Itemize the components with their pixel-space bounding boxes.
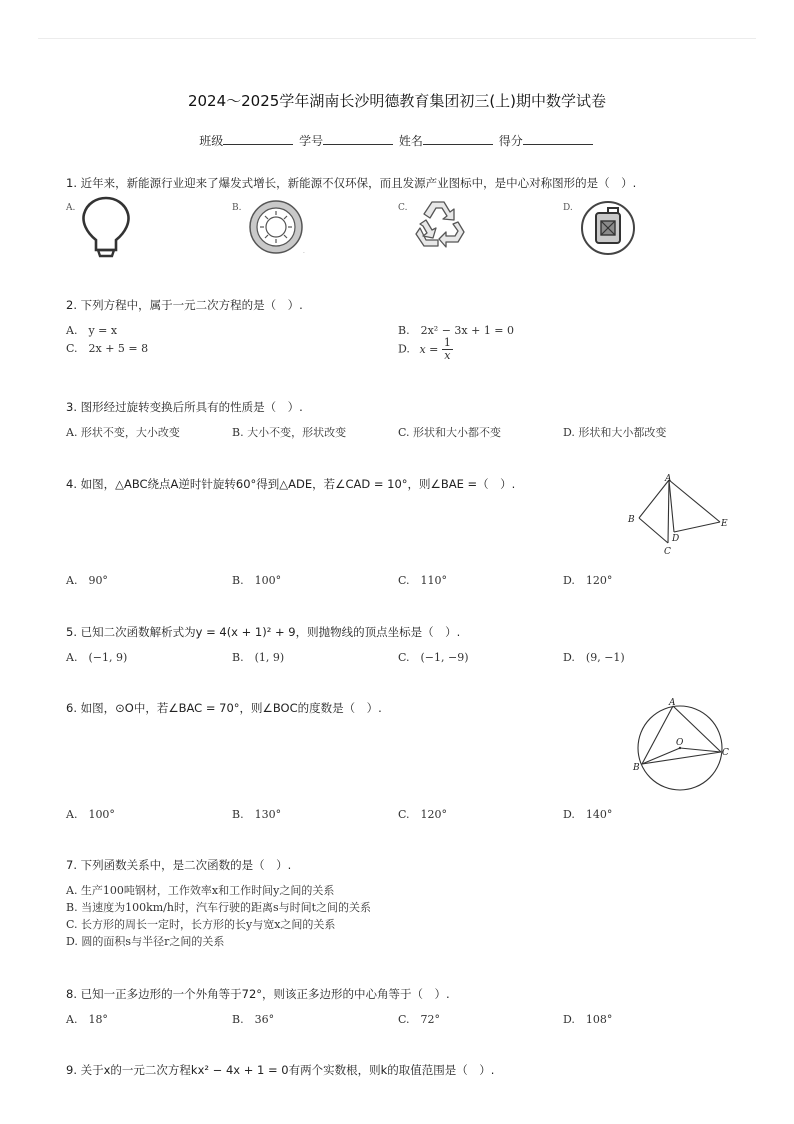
option-d-fraction (442, 337, 453, 362)
light-bulb-icon (80, 196, 132, 260)
id-field[interactable] (323, 132, 393, 145)
vertex-label-c: C (664, 547, 671, 557)
question-6-option-a[interactable]: A. 100° (66, 808, 115, 821)
student-info-row (0, 132, 794, 149)
question-2-option-d[interactable] (398, 337, 453, 362)
question-1-option-d[interactable] (563, 200, 573, 213)
question-3-stem: 3. 图形经过旋转变换后所具有的性质是（ ）. (66, 400, 303, 414)
score-field[interactable] (523, 132, 593, 145)
question-8-option-c[interactable]: C. 72° (398, 1013, 441, 1026)
question-7-option-c[interactable]: C. 长方形的周长一定时，长方形的长y与宽x之间的关系 (66, 918, 336, 931)
class-label: 班级 (199, 134, 224, 148)
question-3-option-b[interactable]: B. 大小不变，形状改变 (232, 426, 347, 439)
point-label-b: B (633, 763, 640, 773)
name-field[interactable] (423, 132, 493, 145)
question-3-option-a[interactable]: A. 形状不变，大小改变 (66, 426, 180, 439)
question-8-option-b[interactable]: B. 36° (232, 1013, 275, 1026)
question-5-option-c[interactable]: C. (−1, −9) (398, 651, 469, 664)
vertex-label-e: E (721, 519, 728, 529)
question-8-stem: 8. 已知一正多边形的一个外角等于72°，则该正多边形的中心角等于（ ）. (66, 987, 450, 1001)
id-label: 学号 (299, 134, 324, 148)
vertex-label-b: B (628, 515, 635, 525)
point-label-o: O (676, 738, 684, 748)
question-5-option-b[interactable]: B. (1, 9) (232, 651, 285, 664)
rotation-triangle-figure (624, 470, 734, 558)
question-6-option-b[interactable]: B. 130° (232, 808, 282, 821)
question-9-stem: 9. 关于x的一元二次方程kx² − 4x + 1 = 0有两个实数根，则k的取值范围是（ ）. (66, 1063, 495, 1077)
question-1-option-a[interactable] (66, 200, 75, 213)
question-7-option-d[interactable]: D. 圆的面积s与半径r之间的关系 (66, 935, 225, 948)
question-4-option-b[interactable]: B. 100° (232, 574, 282, 587)
question-2-option-a[interactable]: A. y = x (66, 324, 118, 337)
fuel-can-icon (580, 200, 638, 256)
question-8-option-d[interactable]: D. 108° (563, 1013, 613, 1026)
question-2-option-c[interactable]: C. 2x + 5 = 8 (66, 342, 149, 355)
fraction-denominator: x (444, 349, 451, 362)
circle-angle-figure (628, 696, 734, 796)
point-label-c: C (722, 748, 729, 758)
point-label-a: A (669, 698, 676, 708)
option-letter: A. (66, 203, 76, 213)
question-2-stem: 2. 下列方程中，属于一元二次方程的是（ ）. (66, 298, 303, 312)
question-5-option-d[interactable]: D. (9, −1) (563, 651, 625, 664)
fraction-numerator: 1 (443, 336, 451, 349)
question-1-stem: 1. 近年来，新能源行业迎来了爆发式增长，新能源不仅环保，而且发源产业图标中，是中心对称图形的是（ ）. (66, 176, 637, 190)
question-7-option-a[interactable]: A. 生产100吨钢材，工作效率x和工作时间y之间的关系 (66, 884, 335, 897)
question-7-stem: 7. 下列函数关系中，是二次函数的是（ ）. (66, 858, 292, 872)
option-letter: D. (398, 342, 410, 356)
question-7-option-b[interactable]: B. 当速度为100km/h时，汽车行驶的距离s与时间t之间的关系 (66, 901, 372, 914)
question-6-option-c[interactable]: C. 120° (398, 808, 448, 821)
question-6-stem: 6. 如图，⊙O中，若∠BAC = 70°，则∠BOC的度数是（ ）. (66, 701, 382, 715)
question-2-option-b[interactable]: B. 2x² − 3x + 1 = 0 (398, 324, 515, 337)
svg-text:-: - (303, 250, 305, 256)
option-d-lhs: x = (419, 342, 439, 356)
question-5-option-a[interactable]: A. (−1, 9) (66, 651, 128, 664)
question-3-option-c[interactable]: C. 形状和大小都不变 (398, 426, 502, 439)
question-6-option-d[interactable]: D. 140° (563, 808, 613, 821)
question-1-option-b[interactable] (232, 200, 241, 213)
question-1-option-c[interactable] (398, 200, 407, 213)
recycle-arrows-icon (414, 198, 468, 250)
question-4-option-c[interactable]: C. 110° (398, 574, 448, 587)
class-field[interactable] (223, 132, 293, 145)
vertex-label-d: D (672, 534, 680, 544)
name-label: 姓名 (398, 134, 423, 148)
option-letter: D. (563, 203, 573, 213)
sun-circle-icon (248, 200, 308, 256)
option-letter: C. (398, 203, 408, 213)
score-label: 得分 (498, 134, 523, 148)
question-4-stem: 4. 如图，△ABC绕点A逆时针旋转60°得到△ADE，若∠CAD = 10°，则∠BAE =（ ）. (66, 477, 516, 491)
question-4-option-d[interactable]: D. 120° (563, 574, 613, 587)
vertex-label-a: A (665, 474, 672, 484)
question-8-option-a[interactable]: A. 18° (66, 1013, 108, 1026)
question-3-option-d[interactable]: D. 形状和大小都改变 (563, 426, 667, 439)
option-letter: B. (232, 203, 242, 213)
question-4-option-a[interactable]: A. 90° (66, 574, 108, 587)
exam-title: 2024～2025学年湖南长沙明德教育集团初三(上)期中数学试卷 (187, 92, 607, 110)
top-divider (38, 38, 756, 39)
question-5-stem: 5. 已知二次函数解析式为y = 4(x + 1)² + 9，则抛物线的顶点坐标是（ ）. (66, 625, 461, 639)
